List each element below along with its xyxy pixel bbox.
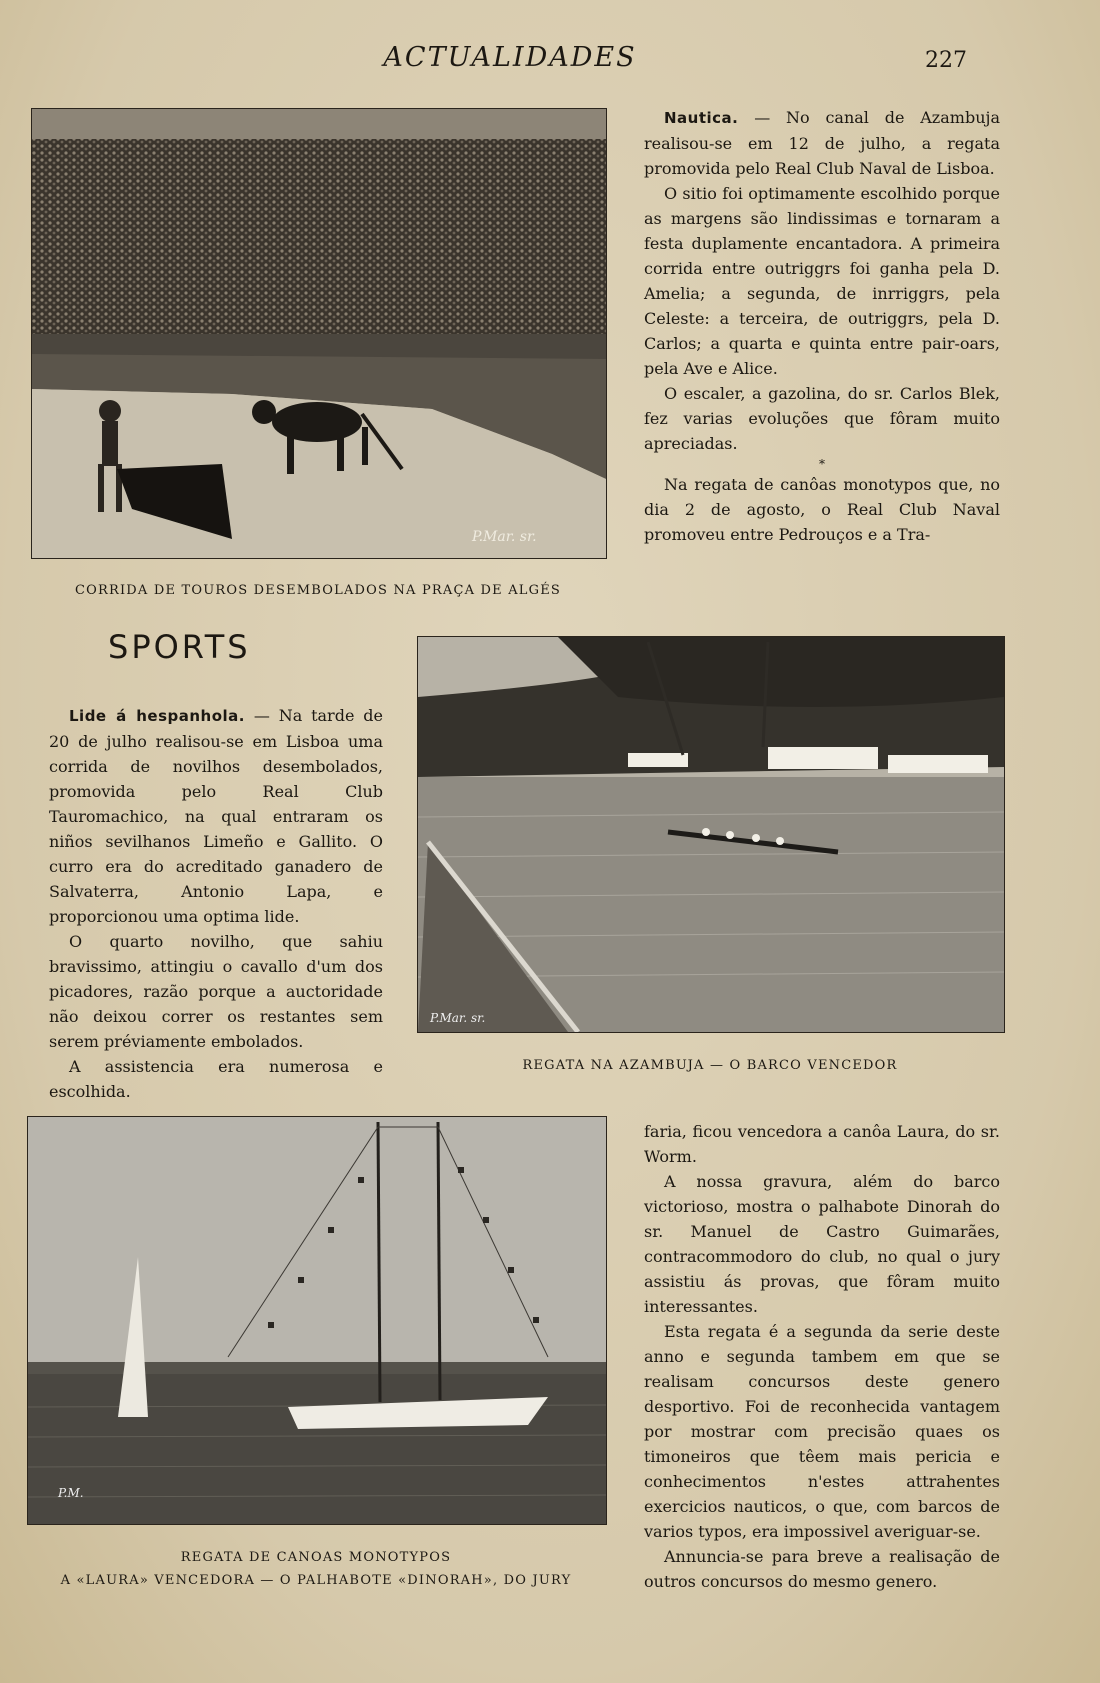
lide-paragraph-3: A assistencia era numerosa e escolhida.: [49, 1057, 383, 1101]
continuation-paragraph-2: A nossa gravura, além do barco victorioso, mostra o palhabote Dinorah do sr. Manuel de Castro Guimarães, contracommodoro do club, no qual o jury assistiu ás provas, que fôram muito interessantes.: [644, 1172, 1000, 1316]
regatta-photo-signature: P.Mar. sr.: [430, 1011, 486, 1025]
page-number: 227: [925, 48, 967, 73]
nautica-paragraph-3: O escaler, a gazolina, do sr. Carlos Blek, fez varias evoluções que fôram muito apreciadas.: [644, 384, 1000, 453]
canoes-caption-line2: A «LAURA» VENCEDORA — O PALHABOTE «DINORAH», DO JURY: [60, 1573, 572, 1588]
lide-lead: Lide á hespanhola.: [69, 707, 245, 725]
canoes-caption-line1: REGATA DE CANOAS MONOTYPOS: [180, 1550, 452, 1565]
continuation-paragraph-3: Esta regata é a segunda da serie deste anno e segunda tambem em que se realisam concursos deste genero desportivo. Foi de reconhecida vantagem por mostrar com precisão quaes os timoneiros que têem mais pericia e conhecimentos n'estes attrahentes exercicios nauticos, o que, com barcos de varios typos, era impossivel averiguar-se.: [644, 1322, 1000, 1541]
sports-section-title: SPORTS: [108, 628, 251, 666]
regatta-caption: REGATA NA AZAMBUJA — O BARCO VENCEDOR: [522, 1058, 898, 1073]
page-header-title: ACTUALIDADES: [383, 42, 637, 73]
bullfight-caption: CORRIDA DE TOUROS DESEMBOLADOS NA PRAÇA DE ALGÉS: [74, 583, 562, 598]
canoes-photo: [27, 1116, 607, 1525]
bullfight-photo-signature: P.Mar. sr.: [472, 529, 537, 545]
lide-article: [49, 703, 383, 1104]
nautica-paragraph-2: O sitio foi optimamente escolhido porque as margens são lindissimas e tornaram a festa duplamente encantadora. A primeira corrida entre outriggrs foi ganha pela D. Amelia; a segunda, de inrriggrs, pela Celeste: a terceira, de outriggrs, pela D. Carlos; a quarta e quinta entre pair-oars, pela Ave e Alice.: [644, 184, 1000, 378]
lide-paragraph-1: — Na tarde de 20 de julho realisou-se em Lisboa uma corrida de novilhos desembolados, promovida pelo Real Club Tauromachico, na qual entraram os niños sevilhanos Limeño e Gallito. O curro era do acreditado ganadero de Salvaterra, Antonio Lapa, e proporcionou uma optima lide.: [49, 706, 383, 926]
continuation-paragraph-1: faria, ficou vencedora a canôa Laura, do sr. Worm.: [644, 1122, 1000, 1166]
nautica-paragraph-4: Na regata de canôas monotypos que, no dia 2 de agosto, o Real Club Naval promoveu entre Pedrouços e a Tra-: [644, 475, 1000, 544]
regatta-photo: [417, 636, 1005, 1033]
continuation-article: [644, 1119, 1000, 1594]
nautica-article: [644, 105, 1000, 547]
nautica-lead: Nautica.: [664, 109, 739, 127]
nautica-paragraph-1: — No canal de Azambuja realisou-se em 12 de julho, a regata promovida pelo Real Club Naval de Lisboa.: [644, 108, 1000, 178]
section-separator-star: *: [819, 457, 825, 471]
bullfight-photo: [31, 108, 607, 559]
lide-paragraph-2: O quarto novilho, que sahiu bravissimo, attingiu o cavallo d'um dos picadores, razão porque a auctoridade não deixou correr os restantes sem serem préviamente embolados.: [49, 932, 383, 1051]
continuation-paragraph-4: Annuncia-se para breve a realisação de outros concursos do mesmo genero.: [644, 1547, 1000, 1591]
canoes-photo-signature: P.M.: [58, 1486, 84, 1500]
